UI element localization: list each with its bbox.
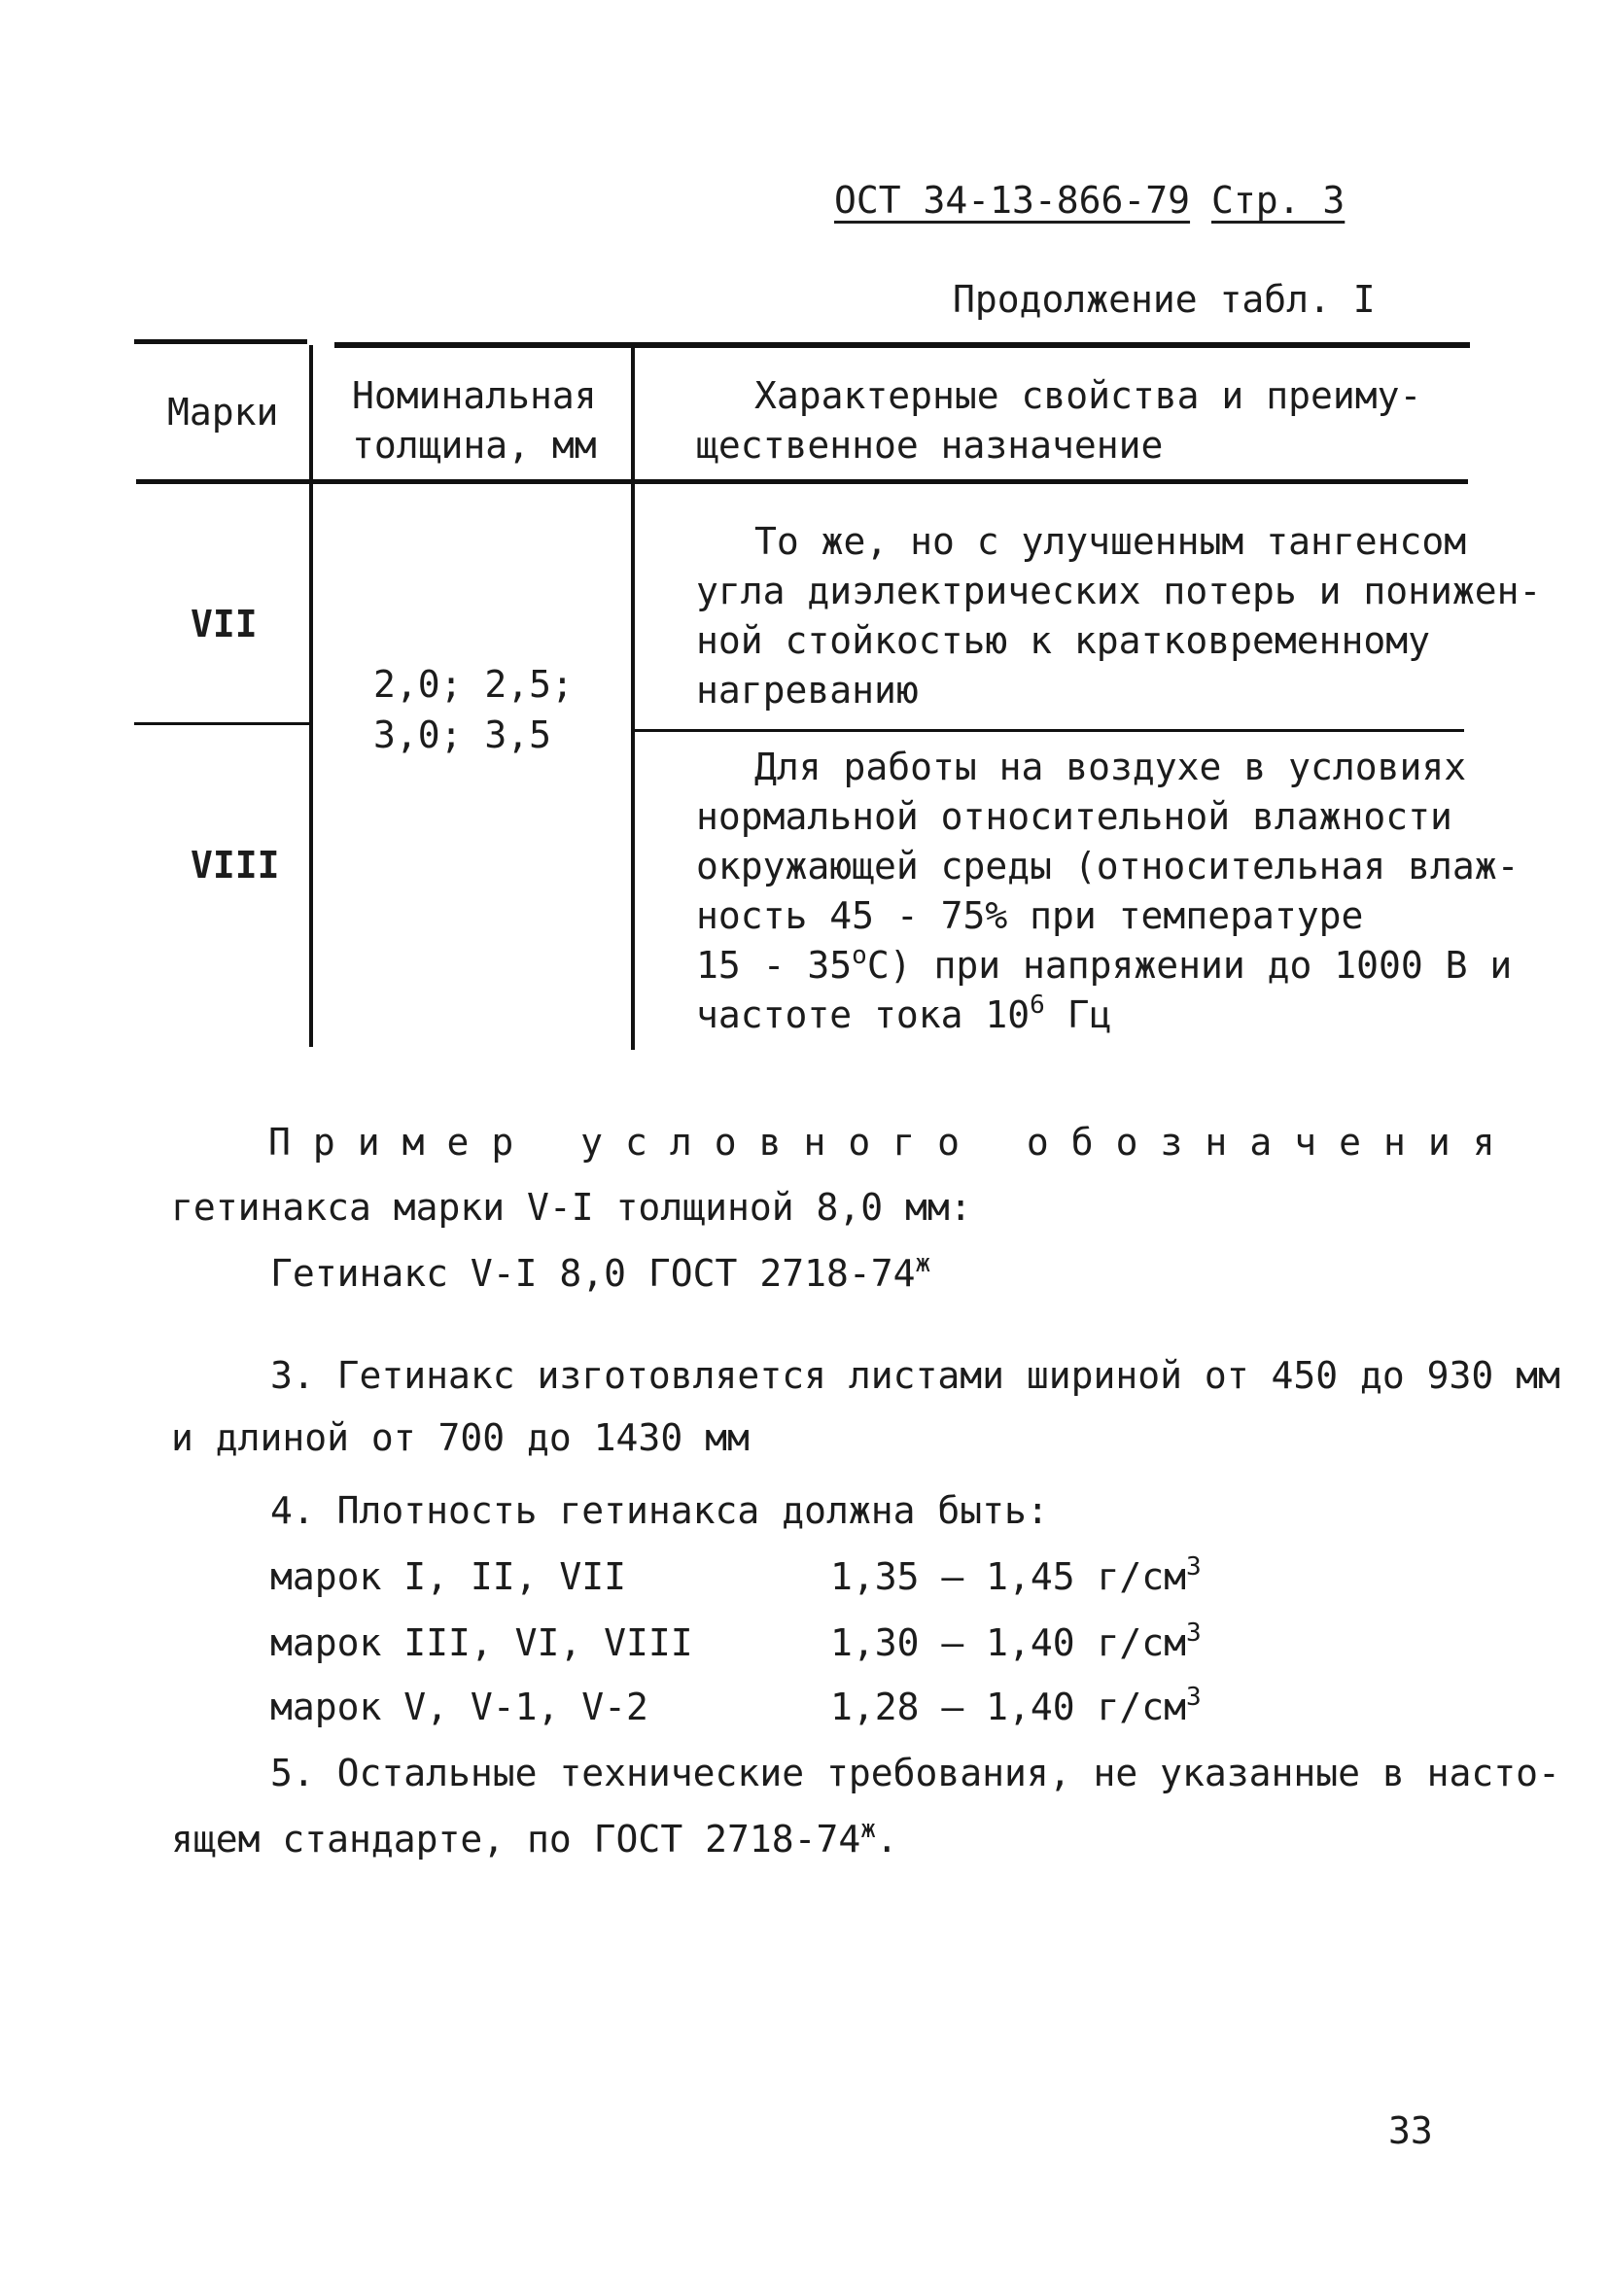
properties-vii-line3: ной стойкостью к кратковременному <box>696 619 1430 662</box>
page-label: Стр. 3 <box>1211 179 1346 222</box>
frequency-unit: Гц <box>1044 993 1112 1036</box>
frequency-text: частоте тока 10 <box>696 993 1031 1036</box>
example-heading: Пример условного обозначения <box>268 1121 1518 1164</box>
properties-vii-line1: То же, но с улучшенным тангенсом <box>754 520 1467 563</box>
column-divider-2 <box>631 345 635 1050</box>
item5-mark: ж <box>860 1815 876 1844</box>
properties-viii-line4: ность 45 - 75% при температуре <box>696 894 1364 937</box>
properties-vii-line4: нагреванию <box>696 669 919 712</box>
designation-mark: ж <box>915 1249 931 1278</box>
item4-intro: 4. Плотность гетинакса должна быть: <box>270 1489 1049 1532</box>
density-range <box>830 1618 1202 1664</box>
density-grades: марок V, V-1, V-2 <box>270 1686 648 1728</box>
item5-end: . <box>875 1818 898 1861</box>
cubic-exponent: 3 <box>1186 1618 1202 1648</box>
cubic-exponent: 3 <box>1186 1683 1202 1712</box>
cubic-exponent: 3 <box>1186 1552 1202 1582</box>
table-continuation-label: Продолжение табл. I <box>953 278 1376 321</box>
example-line2: гетинакса марки V-I толщиной 8,0 мм: <box>171 1186 972 1229</box>
example-designation <box>270 1249 931 1295</box>
density-value: 1,30 — 1,40 г/см <box>830 1621 1187 1664</box>
properties-viii-line6 <box>696 993 1111 1036</box>
page-number: 33 <box>1388 2109 1433 2152</box>
doc-code: ОСТ 34-13-866-79 <box>834 179 1191 222</box>
properties-viii-line1: Для работы на воздухе в условиях <box>754 746 1467 788</box>
density-range <box>830 1683 1202 1728</box>
temperature-range: 15 - 35 <box>696 944 853 987</box>
table-header-rule <box>136 479 1468 484</box>
grade-cell-viii: VIII <box>191 844 280 887</box>
item3-line2: и длиной от 700 до 1430 мм <box>171 1416 750 1459</box>
degree-mark: о <box>852 941 867 970</box>
density-value: 1,28 — 1,40 г/см <box>830 1686 1187 1728</box>
row-divider-left <box>134 722 311 725</box>
density-value: 1,35 — 1,45 г/см <box>830 1555 1187 1598</box>
grade-cell-vii: VII <box>191 603 258 645</box>
density-grades: марок III, VI, VIII <box>270 1621 693 1664</box>
row-divider-right <box>632 729 1464 732</box>
thickness-cell-line2: 3,0; 3,5 <box>373 713 552 756</box>
properties-viii-line2: нормальной относительной влажности <box>696 795 1452 838</box>
column-header-thickness-line1: Номинальная <box>352 374 597 417</box>
column-header-grade: Марки <box>167 391 279 434</box>
column-divider-1 <box>309 345 313 1047</box>
column-header-properties-line2: щественное назначение <box>696 424 1164 467</box>
voltage-text: С) при напряжении до 1000 В и <box>866 944 1513 987</box>
item3-line1: 3. Гетинакс изготовляется листами шириной от 450 до 930 мм <box>270 1354 1560 1397</box>
table-top-rule-right <box>334 342 1470 348</box>
designation-text: Гетинакс V-I 8,0 ГОСТ 2718-74 <box>270 1252 916 1295</box>
density-range <box>830 1552 1202 1598</box>
thickness-cell-line1: 2,0; 2,5; <box>373 663 574 706</box>
item5-text: ящем стандарте, по ГОСТ 2718-74 <box>171 1818 861 1861</box>
column-header-thickness-line2: толщина, мм <box>352 424 597 467</box>
properties-viii-line3: окружающей среды (относительная влаж- <box>696 845 1520 887</box>
item5-line1: 5. Остальные технические требования, не указанные в насто- <box>270 1752 1560 1794</box>
density-grades: марок I, II, VII <box>270 1555 627 1598</box>
table-top-rule-left <box>134 339 307 344</box>
item5-line2 <box>171 1815 898 1861</box>
properties-vii-line2: угла диэлектрических потерь и понижен- <box>696 570 1542 612</box>
frequency-exponent: 6 <box>1030 991 1045 1020</box>
column-header-properties-line1: Характерные свойства и преиму- <box>754 374 1422 417</box>
properties-viii-line5 <box>696 941 1513 987</box>
